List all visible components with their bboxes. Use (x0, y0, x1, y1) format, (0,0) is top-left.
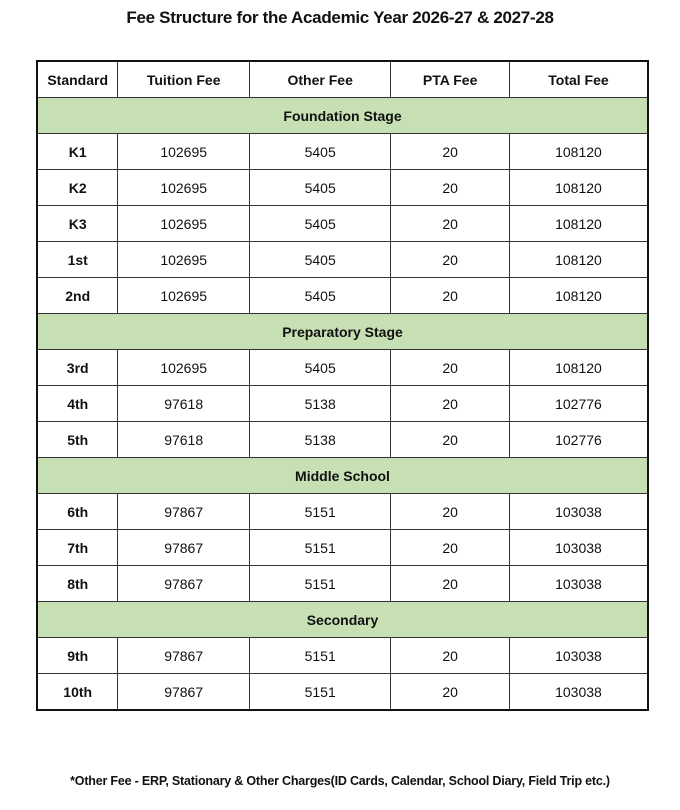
cell-total-fee: 108120 (509, 206, 648, 242)
stage-row (37, 98, 648, 134)
cell-pta-fee: 20 (391, 638, 510, 674)
cell-standard: 7th (37, 530, 118, 566)
cell-standard: 8th (37, 566, 118, 602)
cell-tuition-fee: 97618 (118, 422, 250, 458)
table-row (37, 386, 648, 422)
cell-standard: 9th (37, 638, 118, 674)
header-other-fee: Other Fee (249, 61, 390, 98)
header-pta-fee: PTA Fee (391, 61, 510, 98)
fee-table (36, 60, 649, 711)
cell-other-fee: 5405 (249, 242, 390, 278)
cell-pta-fee: 20 (391, 566, 510, 602)
cell-pta-fee: 20 (391, 242, 510, 278)
cell-pta-fee: 20 (391, 422, 510, 458)
cell-pta-fee: 20 (391, 494, 510, 530)
cell-total-fee: 108120 (509, 242, 648, 278)
header-total-fee: Total Fee (509, 61, 648, 98)
cell-other-fee: 5405 (249, 134, 390, 170)
cell-tuition-fee: 102695 (118, 278, 250, 314)
fee-table-body (37, 98, 648, 711)
cell-pta-fee: 20 (391, 386, 510, 422)
cell-pta-fee: 20 (391, 674, 510, 711)
stage-row (37, 458, 648, 494)
cell-other-fee: 5138 (249, 422, 390, 458)
cell-tuition-fee: 97867 (118, 674, 250, 711)
cell-other-fee: 5405 (249, 350, 390, 386)
cell-other-fee: 5151 (249, 638, 390, 674)
stage-label: Middle School (37, 458, 648, 494)
cell-other-fee: 5405 (249, 206, 390, 242)
cell-tuition-fee: 102695 (118, 242, 250, 278)
cell-tuition-fee: 97867 (118, 494, 250, 530)
cell-total-fee: 103038 (509, 566, 648, 602)
cell-total-fee: 108120 (509, 134, 648, 170)
cell-tuition-fee: 97867 (118, 566, 250, 602)
cell-total-fee: 103038 (509, 494, 648, 530)
stage-row (37, 602, 648, 638)
cell-total-fee: 103038 (509, 674, 648, 711)
cell-tuition-fee: 102695 (118, 134, 250, 170)
stage-label: Preparatory Stage (37, 314, 648, 350)
cell-total-fee: 108120 (509, 278, 648, 314)
cell-tuition-fee: 102695 (118, 350, 250, 386)
table-row (37, 242, 648, 278)
cell-pta-fee: 20 (391, 206, 510, 242)
cell-other-fee: 5151 (249, 674, 390, 711)
cell-standard: 10th (37, 674, 118, 711)
cell-total-fee: 103038 (509, 638, 648, 674)
table-row (37, 494, 648, 530)
table-row (37, 350, 648, 386)
footnote: *Other Fee - ERP, Stationary & Other Charges(ID Cards, Calendar, School Diary, Field Trip etc.) (70, 774, 610, 788)
cell-pta-fee: 20 (391, 350, 510, 386)
cell-other-fee: 5405 (249, 170, 390, 206)
cell-standard: 4th (37, 386, 118, 422)
cell-standard: K2 (37, 170, 118, 206)
header-standard: Standard (37, 61, 118, 98)
cell-tuition-fee: 97867 (118, 638, 250, 674)
table-row (37, 566, 648, 602)
cell-standard: 6th (37, 494, 118, 530)
cell-total-fee: 103038 (509, 530, 648, 566)
cell-total-fee: 108120 (509, 170, 648, 206)
table-row (37, 422, 648, 458)
table-header-row (37, 61, 648, 98)
stage-label: Foundation Stage (37, 98, 648, 134)
page-title: Fee Structure for the Academic Year 2026-27 & 2027-28 (126, 8, 554, 27)
cell-standard: 2nd (37, 278, 118, 314)
table-row (37, 134, 648, 170)
cell-total-fee: 102776 (509, 422, 648, 458)
cell-other-fee: 5138 (249, 386, 390, 422)
table-row (37, 170, 648, 206)
cell-tuition-fee: 97618 (118, 386, 250, 422)
cell-standard: K3 (37, 206, 118, 242)
cell-other-fee: 5405 (249, 278, 390, 314)
cell-tuition-fee: 97867 (118, 530, 250, 566)
cell-standard: K1 (37, 134, 118, 170)
cell-total-fee: 102776 (509, 386, 648, 422)
cell-tuition-fee: 102695 (118, 206, 250, 242)
cell-standard: 5th (37, 422, 118, 458)
table-row (37, 206, 648, 242)
cell-pta-fee: 20 (391, 278, 510, 314)
cell-pta-fee: 20 (391, 134, 510, 170)
stage-row (37, 314, 648, 350)
cell-standard: 3rd (37, 350, 118, 386)
table-row (37, 638, 648, 674)
cell-tuition-fee: 102695 (118, 170, 250, 206)
table-row (37, 530, 648, 566)
table-row (37, 674, 648, 711)
table-row (37, 278, 648, 314)
header-tuition-fee: Tuition Fee (118, 61, 250, 98)
cell-standard: 1st (37, 242, 118, 278)
cell-other-fee: 5151 (249, 566, 390, 602)
cell-total-fee: 108120 (509, 350, 648, 386)
stage-label: Secondary (37, 602, 648, 638)
cell-other-fee: 5151 (249, 494, 390, 530)
cell-pta-fee: 20 (391, 530, 510, 566)
cell-pta-fee: 20 (391, 170, 510, 206)
cell-other-fee: 5151 (249, 530, 390, 566)
